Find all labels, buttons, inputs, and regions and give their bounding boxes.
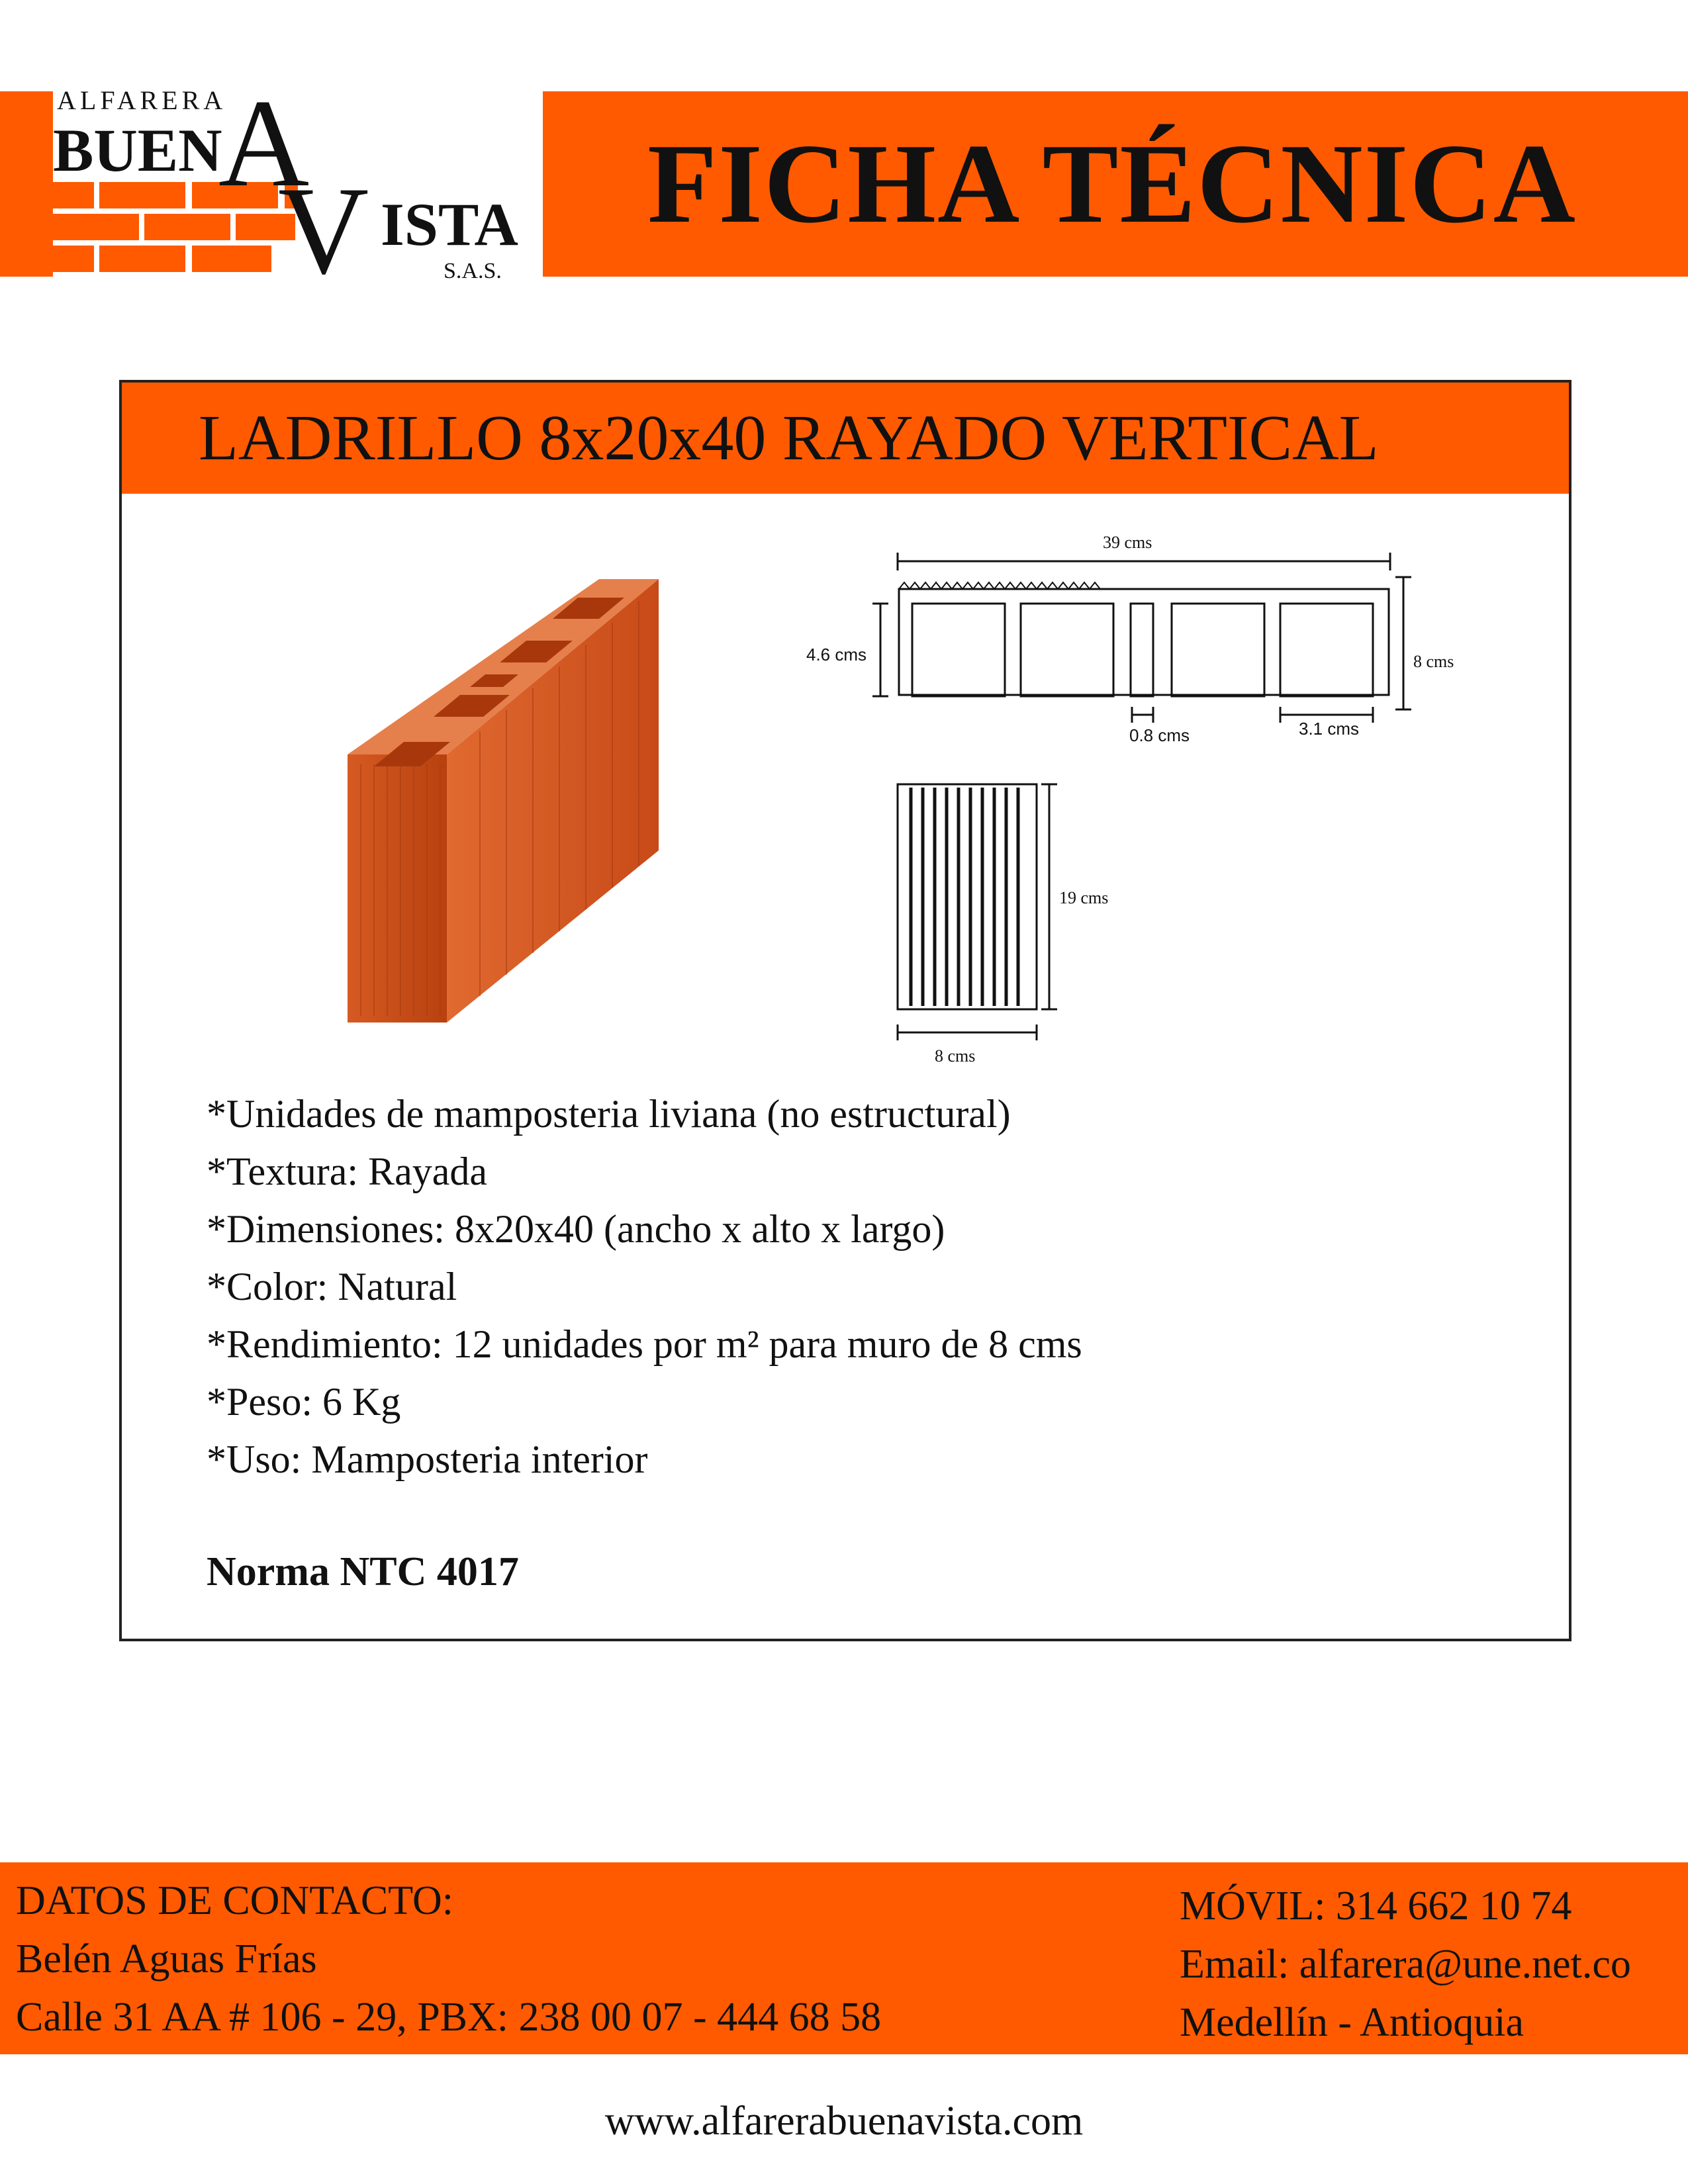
elevation-outline	[898, 784, 1037, 1009]
label-side-width: 8 cms	[935, 1046, 976, 1066]
spec-item: *Color: Natural	[207, 1265, 457, 1308]
website-link[interactable]: www.alfarerabuenavista.com	[604, 2099, 1084, 2144]
plan-cell	[1280, 604, 1373, 696]
company-logo	[53, 79, 543, 288]
brick-end-face	[348, 754, 447, 1023]
contact-channels	[1180, 1877, 1631, 2052]
brick-illustration	[334, 566, 679, 1023]
label-height: 4.6 cms	[806, 645, 867, 664]
spec-item: *Unidades de mamposteria liviana (no estructural)	[207, 1092, 1011, 1136]
logo-word-ista: ISTA	[381, 191, 518, 258]
plan-cell	[1131, 604, 1153, 696]
spec-list	[207, 1085, 1082, 1488]
contact-heading: DATOS DE CONTACTO:	[16, 1878, 454, 1923]
contact-details	[16, 1872, 881, 2046]
label-cell: 3.1 cms	[1299, 719, 1360, 739]
elevation-stripes	[911, 788, 1018, 1006]
plan-cell	[1021, 604, 1113, 696]
product-title: LADRILLO 8x20x40 RAYADO VERTICAL	[199, 402, 1379, 474]
label-length: 39 cms	[1103, 533, 1152, 552]
contact-address: Calle 31 AA # 106 - 29, PBX: 238 00 07 - 444 68 58	[16, 1995, 882, 2040]
contact-city: Medellín - Antioquia	[1180, 2000, 1524, 2045]
label-web: 0.8 cms	[1129, 725, 1190, 745]
spec-item: *Rendimiento: 12 unidades por m² para muro de 8 cms	[207, 1322, 1082, 1366]
plan-cell	[912, 604, 1005, 696]
spec-item: *Dimensiones: 8x20x40 (ancho x alto x largo)	[207, 1207, 945, 1251]
contact-mobile: MÓVIL: 314 662 10 74	[1180, 1884, 1572, 1929]
spec-item: *Textura: Rayada	[207, 1150, 487, 1193]
technical-diagram	[781, 523, 1496, 1092]
logo-word-buen: BUEN	[53, 116, 222, 184]
logo-letter-v: V	[278, 161, 369, 288]
label-side-height: 19 cms	[1059, 888, 1109, 907]
spec-item: *Uso: Mamposteria interior	[207, 1437, 648, 1481]
plan-cell	[1172, 604, 1264, 696]
spec-item: *Peso: 6 Kg	[207, 1380, 401, 1424]
page-title: FICHA TÉCNICA	[647, 121, 1577, 247]
standard-norm: Norma NTC 4017	[207, 1549, 519, 1594]
contact-neighborhood: Belén Aguas Frías	[16, 1936, 317, 1981]
contact-email[interactable]: Email: alfarera@une.net.co	[1180, 1942, 1631, 1987]
logo-suffix: S.A.S.	[444, 259, 502, 283]
logo-top-text: ALFARERA	[57, 85, 227, 115]
logo-letter-a: A	[218, 79, 310, 213]
label-width: 8 cms	[1413, 652, 1454, 671]
plan-outline	[899, 589, 1389, 695]
